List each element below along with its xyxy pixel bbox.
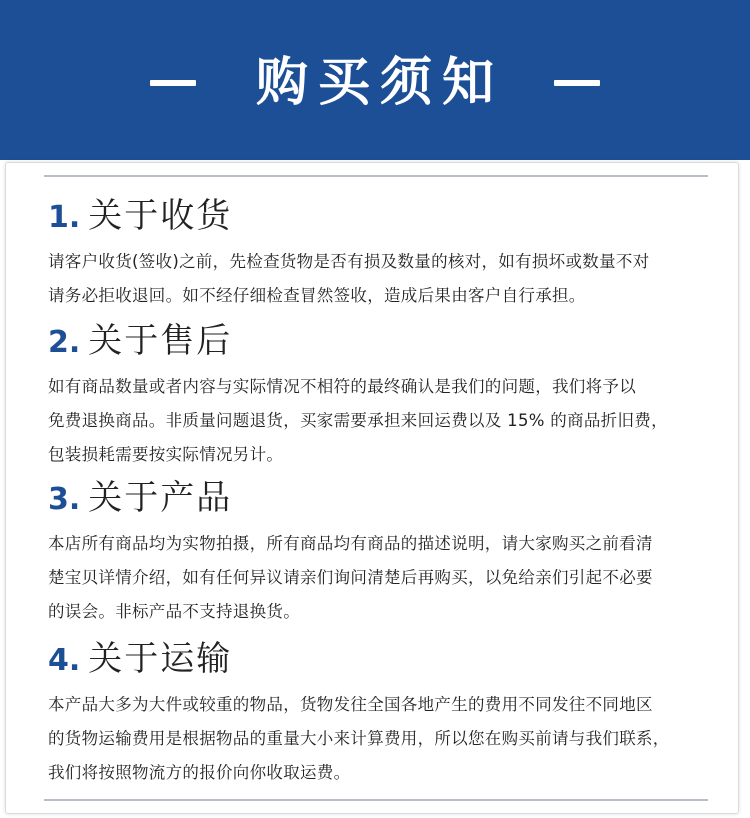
top-divider <box>44 175 708 177</box>
bottom-divider <box>44 799 708 801</box>
section-product <box>48 477 718 629</box>
section-receiving <box>48 195 718 313</box>
body-line: 楚宝贝详情介绍，如有任何异议请亲们询问清楚后再购买，以免给亲们引起不必要 <box>48 568 653 587</box>
section-body <box>48 688 718 790</box>
left-dash-decoration <box>150 80 196 86</box>
section-number: 2. <box>48 325 81 360</box>
section-number: 3. <box>48 482 81 517</box>
body-line: 的货物运输费用是根据物品的重量大小来计算费用，所以您在购买前请与我们联系， <box>48 729 670 748</box>
body-line: 包装损耗需要按实际情况另计。 <box>48 445 284 464</box>
header-banner <box>0 0 750 160</box>
section-heading <box>48 477 718 521</box>
body-line: 本店所有商品均为实物拍摄，所有商品均有商品的描述说明，请大家购买之前看清 <box>48 534 653 553</box>
right-dash-decoration <box>554 80 600 86</box>
section-body <box>48 370 718 472</box>
section-heading <box>48 320 718 364</box>
section-title: 关于产品 <box>88 478 233 518</box>
section-heading <box>48 195 718 239</box>
section-title: 关于售后 <box>88 321 233 361</box>
notice-panel <box>5 162 739 814</box>
section-body <box>48 245 718 313</box>
body-line: 请务必拒收退回。如不经仔细检查冒然签收，造成后果由客户自行承担。 <box>48 286 586 305</box>
section-title: 关于运输 <box>88 639 233 679</box>
header-title-row <box>0 38 750 128</box>
section-body <box>48 527 718 629</box>
section-heading <box>48 638 718 682</box>
body-line: 请客户收货(签收)之前，先检查货物是否有损及数量的核对，如有损坏或数量不对 <box>48 252 650 271</box>
section-title: 关于收货 <box>88 196 233 236</box>
body-line: 的误会。非标产品不支持退换货。 <box>48 602 300 621</box>
page-title: 购买须知 <box>255 53 504 113</box>
body-line: 免费退换商品。非质量问题退货，买家需要承担来回运费以及 15% 的商品折旧费， <box>48 411 668 430</box>
body-line: 本产品大多为大件或较重的物品，货物发往全国各地产生的费用不同发往不同地区 <box>48 695 653 714</box>
body-line: 如有商品数量或者内容与实际情况不相符的最终确认是我们的问题，我们将予以 <box>48 377 636 396</box>
section-number: 4. <box>48 643 81 678</box>
section-after-sales <box>48 320 718 472</box>
section-shipping <box>48 638 718 790</box>
body-line: 我们将按照物流方的报价向你收取运费。 <box>48 763 351 782</box>
section-number: 1. <box>48 200 81 235</box>
